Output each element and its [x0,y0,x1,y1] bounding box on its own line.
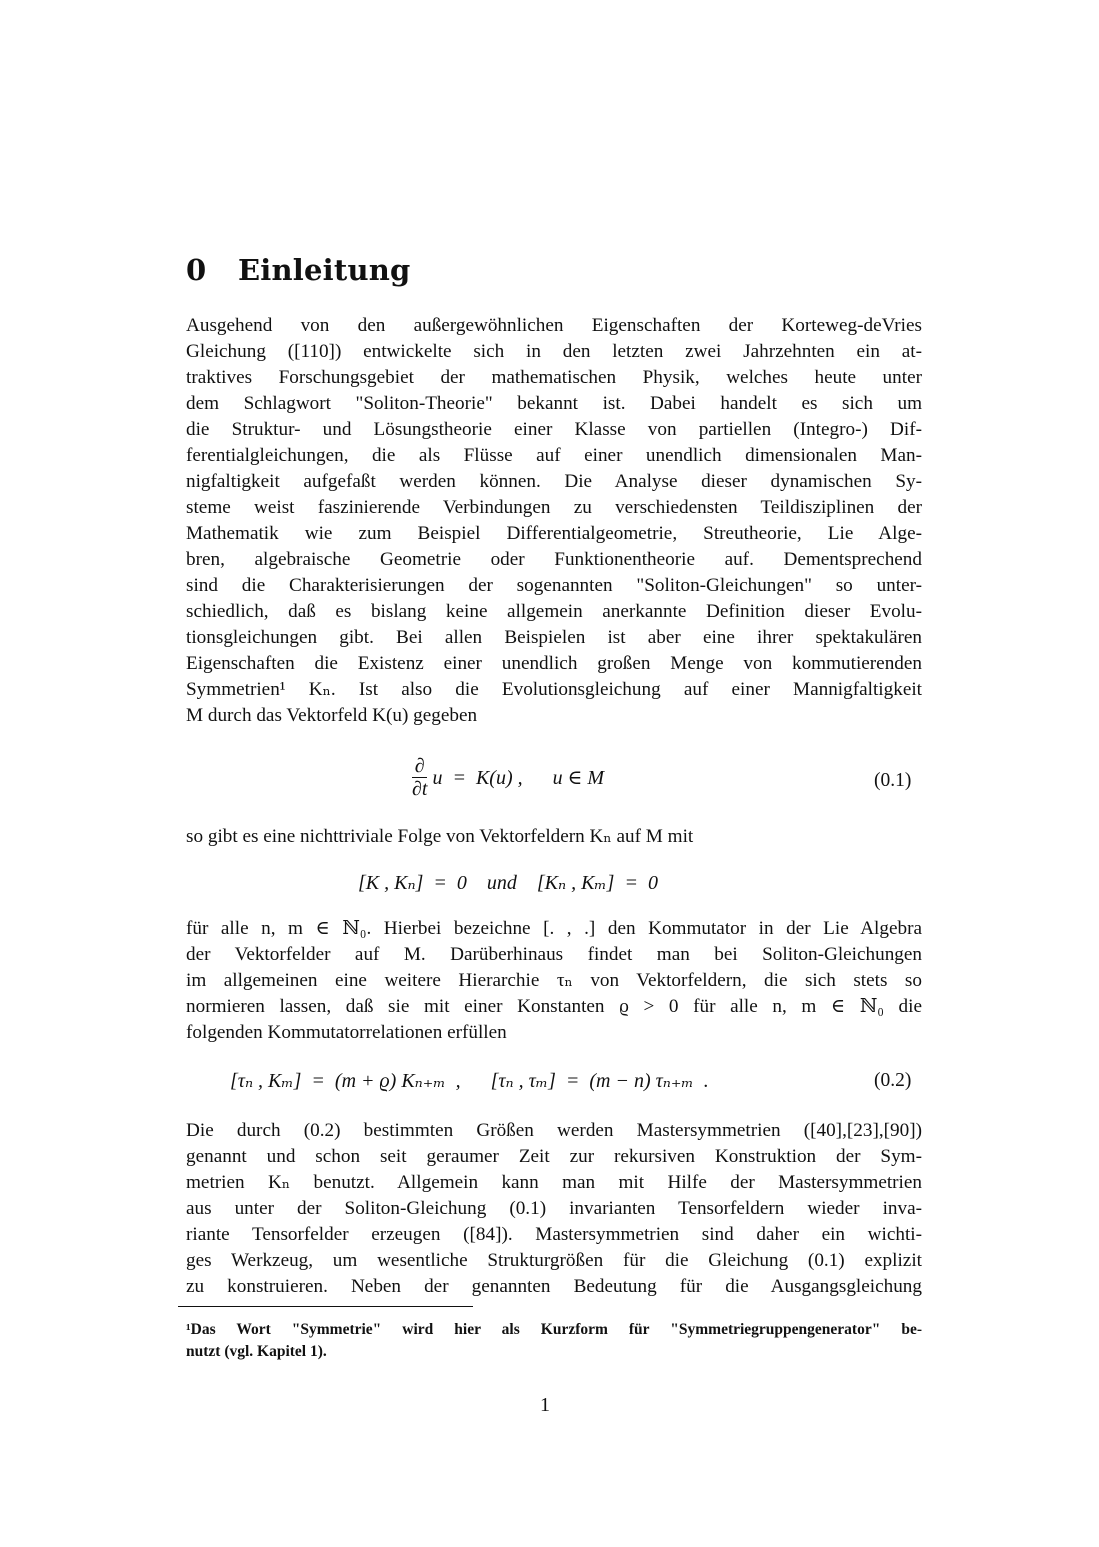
fraction-denominator: ∂t [412,778,428,800]
text-line: Eigenschaften die Existenz einer unendlich großen Menge von kommutierenden [186,653,922,674]
text-line: metrien Kₙ benutzt. Allgemein kann man mit Hilfe der Mastersymmetrien [186,1172,922,1193]
text-line: für alle n, m ∈ ℕ₀. Hierbei bezeichne [. , .] den Kommutator in der Lie Algebra [186,918,922,939]
text-line: M durch das Vektorfeld K(u) gegeben [186,705,478,726]
text-line: genannt und schon seit geraumer Zeit zur rekursiven Konstruktion der Sym- [186,1146,922,1167]
equation-0-1 [412,757,604,802]
footnote-rule [178,1306,473,1307]
equation-body: u = K(u) , u ∈ M [432,767,605,790]
text-line: Die durch (0.2) bestimmten Größen werden Mastersymmetrien ([40],[23],[90]) [186,1120,922,1141]
text-line: der Vektorfelder auf M. Darüberhinaus findet man bei Soliton-Gleichungen [186,944,922,965]
text-line: ges Werkzeug, um wesentliche Strukturgrößen für die Gleichung (0.1) explizit [186,1250,922,1271]
chapter-number: 0 [186,253,207,287]
text-line: normieren lassen, daß sie mit einer Konstanten ϱ > 0 für alle n, m ∈ ℕ₀ die [186,996,922,1017]
text-line: Mathematik wie zum Beispiel Differentialgeometrie, Streutheorie, Lie Alge- [186,523,922,544]
text-line: tionsgleichungen gibt. Bei allen Beispielen ist aber eine ihrer spektakulären [186,627,922,648]
text-line: Gleichung ([110]) entwickelte sich in den letzten zwei Jahrzehnten ein at- [186,341,922,362]
text-line: sind die Charakterisierungen der sogenannten "Soliton-Gleichungen" so unter- [186,575,922,596]
text-line: Symmetrien¹ Kₙ. Ist also die Evolutionsgleichung auf einer Mannigfaltigkeit [186,679,922,700]
text-line: schiedlich, daß es bislang keine allgemein anerkannte Definition dieser Evolu- [186,601,922,622]
fraction-numerator: ∂ [412,755,427,778]
text-line: so gibt es eine nichttriviale Folge von Vektorfeldern Kₙ auf M mit [186,826,694,847]
partial-derivative-fraction [412,755,427,800]
text-line: ferentialgleichungen, die als Flüsse auf einer unendlich dimensionalen Man- [186,445,922,466]
equation-0-2: [τₙ , Kₘ] = (m + ϱ) Kₙ₊ₘ , [τₙ , τₘ] = (m − n) τₙ₊ₘ . [230,1070,709,1092]
text-line: bren, algebraische Geometrie oder Funktionentheorie auf. Dementsprechend [186,549,922,570]
equation-commutators: [K , Kₙ] = 0 und [Kₙ , Kₘ] = 0 [358,872,658,894]
text-line: dem Schlagwort "Soliton-Theorie" bekannt ist. Dabei handelt es sich um [186,393,922,414]
text-line: traktives Forschungsgebiet der mathematischen Physik, welches heute unter [186,367,922,388]
footnote-line: nutzt (vgl. Kapitel 1). [186,1343,327,1360]
text-line: steme weist faszinierende Verbindungen zu verschiedensten Teildisziplinen der [186,497,922,518]
equation-label: (0.2) [874,1070,912,1091]
text-line: riante Tensorfelder erzeugen ([84]). Mastersymmetrien sind daher ein wichti- [186,1224,922,1245]
text-line: zu konstruieren. Neben der genannten Bedeutung für die Ausgangsgleichung [186,1276,922,1297]
text-line: folgenden Kommutatorrelationen erfüllen [186,1022,507,1043]
chapter-title: Einleitung [238,253,411,287]
text-line: nigfaltigkeit aufgefaßt werden können. Die Analyse dieser dynamischen Sy- [186,471,922,492]
text-line: Ausgehend von den außergewöhnlichen Eigenschaften der Korteweg-deVries [186,315,922,336]
footnote-line: ¹Das Wort "Symmetrie" wird hier als Kurzform für "Symmetriegruppengenerator" be- [186,1321,922,1338]
page-number: 1 [540,1394,550,1416]
text-line: aus unter der Soliton-Gleichung (0.1) invarianten Tensorfeldern wieder inva- [186,1198,922,1219]
text-line: im allgemeinen eine weitere Hierarchie τₙ von Vektorfeldern, die sich stets so [186,970,922,991]
chapter-heading [186,253,411,287]
text-line: die Struktur- und Lösungstheorie einer Klasse von partiellen (Integro-) Dif- [186,419,922,440]
equation-label: (0.1) [874,770,912,791]
